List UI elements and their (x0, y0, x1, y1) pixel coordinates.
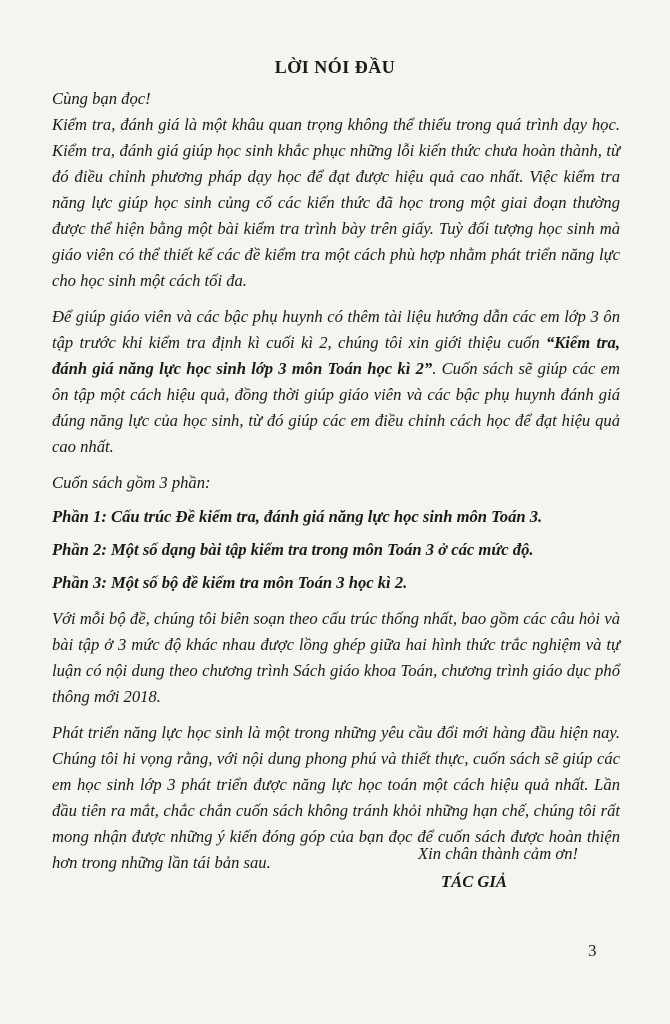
paragraph-4: Phát triển năng lực học sinh là một trong những yêu cầu đổi mới hàng đầu hiện nay. Chúng tôi hi vọng rằng, với nội dung phong phú và thiết thực, cuốn sách sẽ giúp các em học sinh lớp 3 phát triển được năng lực học toán một cách hiệu quả nhất. Lần đầu tiên ra mắt, chắc chắn cuốn sách không tránh khỏi những hạn chế, chúng tôi rất mong nhận được những ý kiến đóng góp của bạn đọc để cuốn sách được hoàn thiện hơn trong những lần tái bản sau. (52, 723, 620, 872)
paragraph-3: Với mỗi bộ đề, chúng tôi biên soạn theo cấu trúc thống nhất, bao gồm các câu hỏi và bài tập ở 3 mức độ khác nhau được lồng ghép giữa hai hình thức trắc nghiệm và tự luận có nội dung theo chương trình Sách giáo khoa Toán, chương trình giáo dục phổ thông mới 2018. (52, 609, 620, 706)
paragraph-1: Kiểm tra, đánh giá là một khâu quan trọng không thể thiếu trong quá trình dạy học. Kiểm tra, đánh giá giúp học sinh khắc phục những lỗi kiến thức chưa hoàn thành, từ đó điều chỉnh phương pháp dạy học để đạt được hiệu quả cao nhất. Việc kiểm tra năng lực giúp học sinh củng cố các kiến thức đã học trong một giai đoạn thường được thể hiện bằng một bài kiểm tra trình bày trên giấy. Tuỳ đối tượng học sinh mà giáo viên có thể thiết kế các đề kiểm tra một cách phù hợp nhằm phát triển năng lực cho học sinh một cách tối đa. (52, 115, 620, 290)
paragraph-2-before: Để giúp giáo viên và các bậc phụ huynh có thêm tài liệu hướng dẫn các em lớp 3 ôn tập trước khi kiểm tra định kì cuối kì 2, chúng tôi xin giới thiệu cuốn (52, 307, 620, 352)
thanks-line: Xin chân thành cảm ơn! (418, 844, 579, 863)
parts-list (52, 504, 620, 596)
part-3: Phần 3: Một số bộ đề kiểm tra môn Toán 3 học kì 2. (52, 573, 408, 592)
paragraph-2-after: . Cuốn sách sẽ giúp các em ôn tập một cách hiệu quả, đồng thời giúp giáo viên và các bậc phụ huynh đánh giá đúng năng lực của học sinh, từ đó giúp các em điều chỉnh cách học để đạt hiệu quả cao nhất. (52, 359, 620, 456)
paragraph-2 (52, 304, 620, 460)
greeting: Cùng bạn đọc! (52, 89, 151, 108)
author-signature: TÁC GIẢ (441, 872, 507, 891)
part-2: Phần 2: Một số dạng bài tập kiểm tra trong môn Toán 3 ở các mức độ. (52, 540, 534, 559)
page-title: LỜI NÓI ĐẦU (274, 57, 396, 77)
page-number: 3 (588, 941, 597, 960)
parts-intro: Cuốn sách gồm 3 phần: (52, 473, 211, 492)
part-1: Phần 1: Cấu trúc Đề kiểm tra, đánh giá năng lực học sinh môn Toán 3. (52, 507, 543, 526)
book-title: “Kiểm tra, đánh giá năng lực học sinh lớp 3 môn Toán học kì 2” (52, 333, 620, 378)
body-text (52, 86, 620, 876)
